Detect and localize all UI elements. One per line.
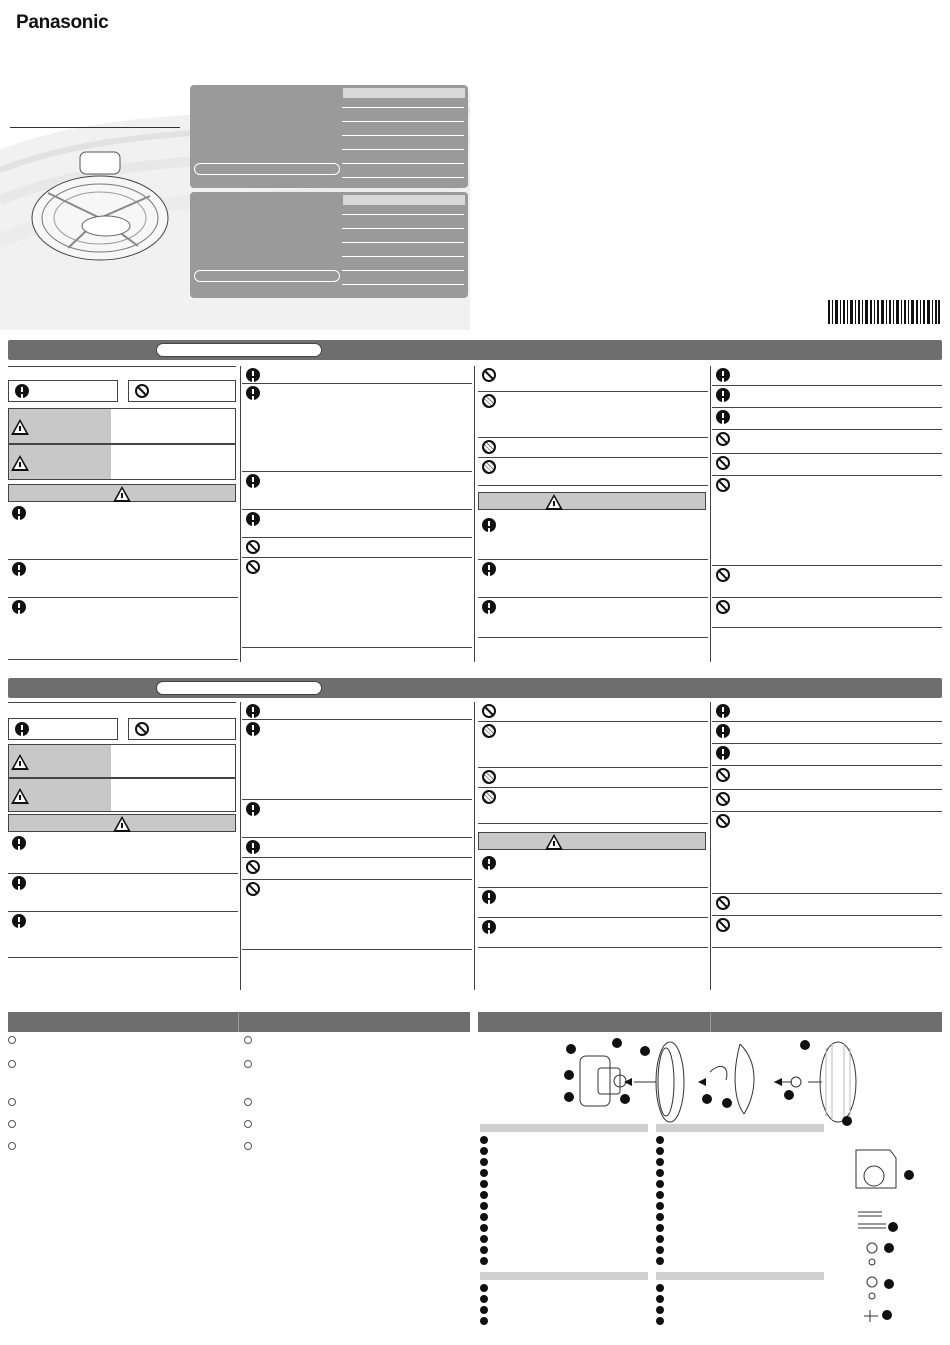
callout-marker <box>564 1092 574 1102</box>
safety-item <box>8 598 238 660</box>
safety-item <box>8 504 238 560</box>
warning-triangle-icon <box>545 834 563 850</box>
hatched-circle-icon <box>482 460 496 474</box>
legend-required <box>8 380 118 402</box>
exclamation-circle-icon <box>482 562 496 576</box>
notes-header <box>8 1012 470 1032</box>
safety-item <box>712 894 942 916</box>
safety-col-4 <box>712 366 942 662</box>
safety-item <box>712 476 942 566</box>
warning-triangle-icon <box>113 486 131 502</box>
column-divider <box>240 702 241 990</box>
hatched-circle-icon <box>482 770 496 784</box>
hatched-circle-icon <box>482 394 496 408</box>
brand-logo: Panasonic <box>16 12 109 33</box>
safety-item <box>712 386 942 408</box>
safety-item <box>242 384 472 472</box>
safety-item <box>242 858 472 880</box>
list-bullet <box>8 1120 16 1128</box>
list-bullet <box>244 1036 252 1044</box>
safety-item <box>242 510 472 538</box>
exclamation-circle-icon <box>716 410 730 424</box>
warning-level-row <box>8 408 236 444</box>
hatched-circle-icon <box>482 790 496 804</box>
safety-col-4 <box>712 702 942 992</box>
exclamation-circle-icon <box>246 802 260 816</box>
safety-item <box>478 918 708 948</box>
no-entry-circle-icon <box>716 792 730 806</box>
safety-item <box>712 430 942 454</box>
no-entry-circle-icon <box>716 432 730 446</box>
safety-item <box>8 834 238 874</box>
caution-heading-bar <box>478 492 706 510</box>
warning-triangle-icon <box>11 788 29 804</box>
warning-triangle-icon <box>11 419 29 435</box>
safety-item <box>242 720 472 800</box>
legend-required <box>8 718 118 740</box>
no-entry-circle-icon <box>716 600 730 614</box>
safety-item <box>242 538 472 558</box>
safety-section-2 <box>8 702 942 994</box>
warning-heading-bar <box>8 814 236 832</box>
list-bullet <box>244 1120 252 1128</box>
no-entry-circle-icon <box>716 768 730 782</box>
no-entry-circle-icon <box>482 368 496 382</box>
callout-marker <box>888 1222 898 1232</box>
safety-col-1 <box>8 702 238 992</box>
safety-section-header-1 <box>8 340 942 360</box>
model-table-2 <box>190 192 468 298</box>
safety-item <box>712 916 942 948</box>
safety-col-2 <box>242 366 472 662</box>
model-table-1 <box>190 85 468 188</box>
no-entry-circle-icon <box>135 384 149 398</box>
no-entry-circle-icon <box>246 860 260 874</box>
no-entry-circle-icon <box>246 560 260 574</box>
no-entry-circle-icon <box>716 918 730 932</box>
accessory-list-header <box>480 1272 648 1280</box>
warning-heading-bar <box>8 484 236 502</box>
exclamation-circle-icon <box>716 724 730 738</box>
callout-marker <box>842 1116 852 1126</box>
ceiling-fan-illustration <box>28 148 173 268</box>
warning-triangle-icon <box>11 455 29 471</box>
safety-item <box>712 408 942 430</box>
column-divider <box>474 366 475 662</box>
list-bullet <box>244 1142 252 1150</box>
callout-marker <box>612 1038 622 1048</box>
safety-item <box>478 438 708 458</box>
list-bullet <box>244 1098 252 1106</box>
exclamation-circle-icon <box>482 518 496 532</box>
safety-item <box>478 392 708 438</box>
no-entry-circle-icon <box>716 568 730 582</box>
safety-item <box>8 912 238 958</box>
no-entry-circle-icon <box>716 814 730 828</box>
exclamation-circle-icon <box>482 890 496 904</box>
no-entry-circle-icon <box>482 704 496 718</box>
hatched-circle-icon <box>482 724 496 738</box>
safety-item <box>8 874 238 912</box>
assembly-diagram <box>560 1034 860 1126</box>
parts-list-header <box>656 1124 824 1132</box>
safety-col-3 <box>478 702 708 992</box>
barcode <box>828 300 940 324</box>
callout-marker <box>904 1170 914 1180</box>
callout-marker <box>564 1070 574 1080</box>
no-entry-circle-icon <box>246 540 260 554</box>
exclamation-circle-icon <box>482 920 496 934</box>
callout-marker <box>702 1094 712 1104</box>
callout-marker <box>784 1090 794 1100</box>
safety-item <box>242 702 472 720</box>
safety-item <box>712 766 942 790</box>
warning-level-row <box>8 744 236 778</box>
safety-section-1 <box>8 366 942 666</box>
safety-item <box>712 454 942 476</box>
exclamation-circle-icon <box>12 506 26 520</box>
callout-marker <box>722 1098 732 1108</box>
exclamation-circle-icon <box>12 876 26 890</box>
safety-item <box>478 598 708 638</box>
exclamation-circle-icon <box>246 704 260 718</box>
exclamation-circle-icon <box>246 722 260 736</box>
safety-item <box>712 366 942 386</box>
safety-item <box>242 800 472 838</box>
exclamation-circle-icon <box>716 388 730 402</box>
safety-item <box>242 880 472 950</box>
safety-item <box>478 788 708 824</box>
safety-item <box>478 888 708 918</box>
accessory-list <box>480 1284 824 1328</box>
safety-item <box>478 768 708 788</box>
safety-item <box>712 744 942 766</box>
exclamation-circle-icon <box>482 856 496 870</box>
exclamation-circle-icon <box>716 746 730 760</box>
safety-item <box>478 458 708 486</box>
safety-item <box>478 560 708 598</box>
list-bullet <box>8 1142 16 1150</box>
hardware-illustrations <box>852 1140 912 1325</box>
callout-marker <box>884 1279 894 1289</box>
safety-item <box>712 790 942 812</box>
notes-list <box>8 1034 470 1164</box>
legend-prohibited <box>128 380 236 402</box>
list-bullet <box>8 1098 16 1106</box>
safety-col-3 <box>478 366 708 662</box>
caution-level-row <box>8 444 236 480</box>
safety-item <box>478 854 708 888</box>
safety-item <box>712 566 942 598</box>
no-entry-circle-icon <box>716 456 730 470</box>
parts-list <box>480 1136 824 1260</box>
safety-item <box>242 472 472 510</box>
exclamation-circle-icon <box>246 840 260 854</box>
safety-item <box>712 702 942 722</box>
safety-section-header-2 <box>8 678 942 698</box>
exclamation-circle-icon <box>716 704 730 718</box>
safety-item <box>478 366 708 392</box>
safety-item <box>478 516 708 560</box>
caution-heading-bar <box>478 832 706 850</box>
callout-marker <box>640 1046 650 1056</box>
column-divider <box>710 702 711 990</box>
exclamation-circle-icon <box>12 562 26 576</box>
safety-item <box>712 812 942 894</box>
exclamation-circle-icon <box>246 368 260 382</box>
title-underline <box>10 127 180 128</box>
callout-marker <box>882 1310 892 1320</box>
exclamation-circle-icon <box>12 600 26 614</box>
exclamation-circle-icon <box>246 386 260 400</box>
safety-item <box>242 366 472 384</box>
list-bullet <box>8 1060 16 1068</box>
exclamation-circle-icon <box>246 512 260 526</box>
safety-item <box>712 598 942 628</box>
safety-item <box>242 558 472 648</box>
no-entry-circle-icon <box>135 722 149 736</box>
warning-triangle-icon <box>11 754 29 770</box>
exclamation-circle-icon <box>716 368 730 382</box>
assembly-header <box>478 1012 942 1032</box>
callout-marker <box>620 1094 630 1104</box>
callout-marker <box>800 1040 810 1050</box>
no-entry-circle-icon <box>716 896 730 910</box>
exclamation-circle-icon <box>15 722 29 736</box>
safety-item <box>242 838 472 858</box>
exclamation-circle-icon <box>482 600 496 614</box>
safety-col-2 <box>242 702 472 992</box>
no-entry-circle-icon <box>716 478 730 492</box>
no-entry-circle-icon <box>246 882 260 896</box>
caution-level-row <box>8 778 236 812</box>
safety-item <box>478 722 708 768</box>
list-bullet <box>244 1060 252 1068</box>
hatched-circle-icon <box>482 440 496 454</box>
safety-item <box>712 722 942 744</box>
parts-list-header <box>480 1124 648 1132</box>
exclamation-circle-icon <box>15 384 29 398</box>
column-divider <box>474 702 475 990</box>
warning-triangle-icon <box>113 816 131 832</box>
callout-marker <box>566 1044 576 1054</box>
safety-item <box>478 702 708 722</box>
exclamation-circle-icon <box>246 474 260 488</box>
callout-marker <box>884 1243 894 1253</box>
accessory-list-header <box>656 1272 824 1280</box>
exclamation-circle-icon <box>12 914 26 928</box>
exclamation-circle-icon <box>12 836 26 850</box>
column-divider <box>710 366 711 662</box>
safety-item <box>8 560 238 598</box>
legend-prohibited <box>128 718 236 740</box>
safety-col-1 <box>8 366 238 662</box>
warning-triangle-icon <box>545 494 563 510</box>
list-bullet <box>8 1036 16 1044</box>
column-divider <box>240 366 241 662</box>
